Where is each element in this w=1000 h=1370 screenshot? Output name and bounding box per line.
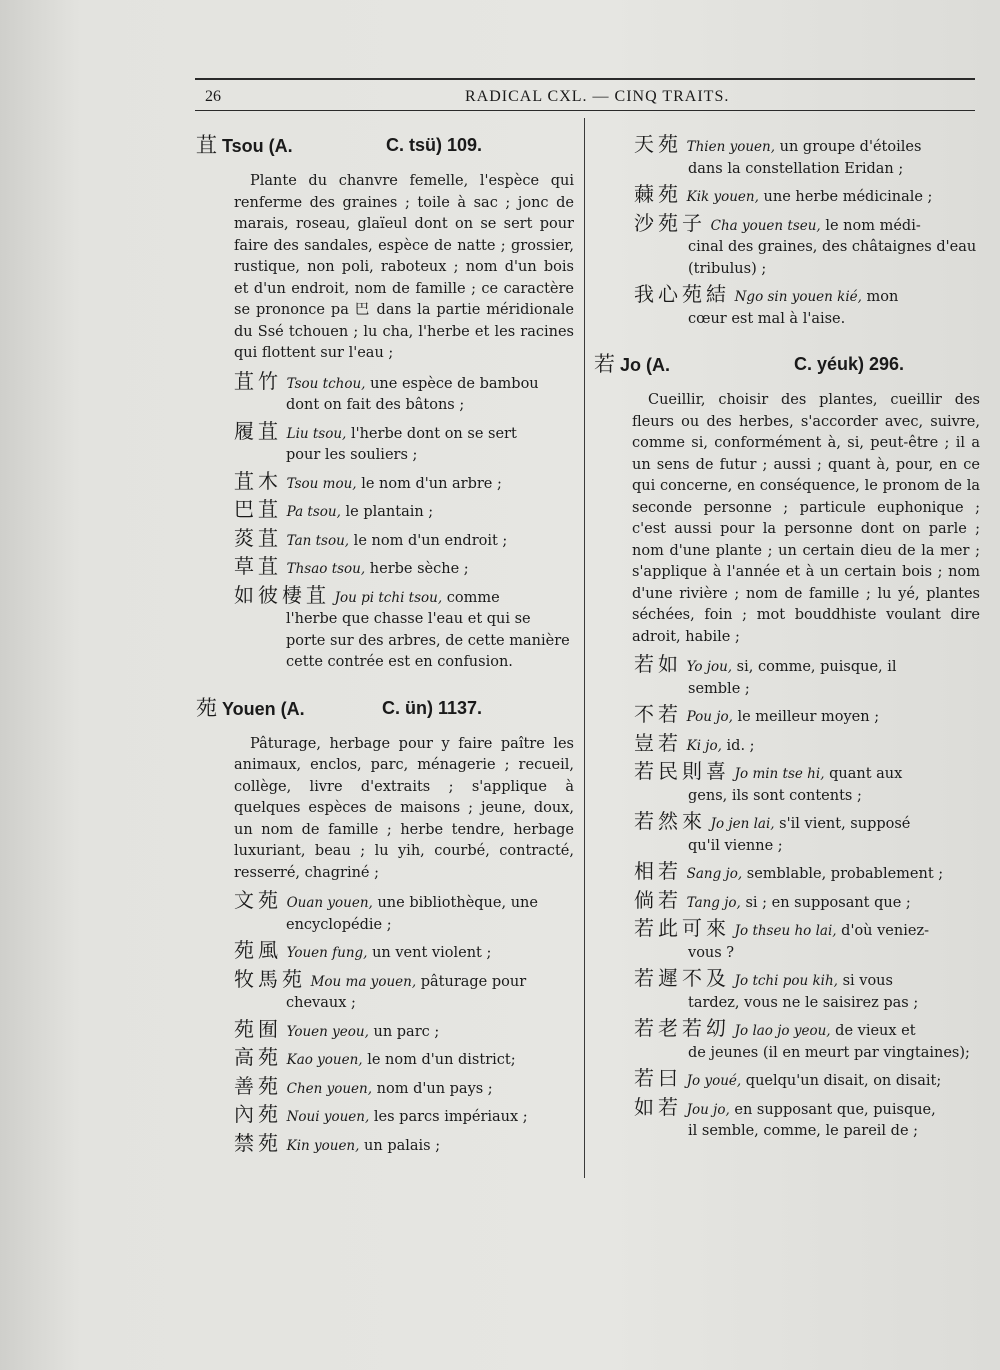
compound-gloss: d'où veniez- — [836, 923, 929, 939]
compound-entry — [196, 1016, 574, 1044]
compound-romanization: Jou pi tchi tsou, — [334, 589, 443, 606]
definition-text: Plante du chanvre femelle, l'espèce qui renferme des graines ; toile à sac ; jonc de marais, roseau, glaïeul dont on se sert pour faire des sandales, espèce de natte ; grossier, rustique, non poli, raboteux ; nom d'un bois et d'un endroit, nom de famille ; ce caractère se prononce pa 巴 dans la partie méridionale du Ssé tchouen ; lu cha, l'herbe et les racines qui flottent sur l'eau ; — [234, 173, 574, 361]
headword-cantonese: C. yéuk) 296. — [794, 354, 905, 374]
compound-entry — [196, 966, 574, 1015]
compound-romanization: Kik youen, — [686, 189, 759, 205]
compound-gloss: comme — [442, 589, 500, 606]
headword-character: 苴 — [196, 133, 217, 157]
compound-characters: 若然來 — [634, 809, 706, 833]
compound-entry — [196, 556, 574, 581]
compound-entry — [196, 890, 574, 936]
compound-characters: 苴木 — [234, 468, 282, 493]
compound-entry — [594, 210, 980, 281]
compound-entry — [594, 887, 980, 915]
compound-entry — [196, 1073, 574, 1101]
headword-cantonese: C. tsü) 109. — [386, 135, 483, 155]
compound-characters: 苑囿 — [234, 1016, 282, 1041]
compound-characters: 若老若㓜 — [634, 1016, 730, 1040]
compound-gloss-continued: cinal des graines, des châtaignes d'eau (tribulus) ; — [688, 239, 977, 277]
right-column — [594, 130, 980, 1147]
compound-romanization: Youen yeou, — [286, 1023, 369, 1040]
compound-list — [196, 890, 574, 1157]
compound-entry — [594, 730, 980, 758]
compound-entry — [594, 918, 980, 964]
compound-characters: 如彼棲苴 — [234, 582, 330, 607]
headword-romanization: Jo (A. — [620, 355, 671, 375]
compound-gloss-continued: l'herbe que chasse l'eau et qui se porte sur des arbres, de cette manière cette contrée est en confusion. — [286, 611, 570, 670]
compound-romanization: Jou jo, — [686, 1101, 730, 1118]
compound-gloss: le plantain ; — [340, 504, 434, 520]
headword-character: 苑 — [196, 695, 217, 720]
compound-gloss-continued: vous ? — [688, 944, 735, 961]
compound-characters: 文苑 — [234, 888, 282, 912]
compound-entry — [594, 134, 980, 180]
compound-romanization: Pa tsou, — [286, 504, 341, 520]
running-title: RADICAL CXL. — CINQ TRAITS. — [465, 88, 730, 105]
compound-romanization: Youen fung, — [286, 945, 368, 961]
compound-entry — [196, 1104, 574, 1129]
compound-gloss: un groupe d'étoiles — [775, 139, 922, 155]
page-number: 26 — [205, 88, 221, 105]
compound-gloss: mon — [861, 289, 899, 305]
compound-characters: 內苑 — [234, 1102, 282, 1126]
compound-characters: 沙苑子 — [634, 210, 706, 235]
compound-characters: 苴竹 — [234, 368, 282, 393]
compound-entry — [594, 968, 980, 1014]
compound-characters: 若曰 — [634, 1066, 682, 1090]
compound-characters: 豈若 — [634, 730, 682, 755]
compound-romanization: Tan tsou, — [286, 532, 350, 549]
compound-gloss-continued: chevaux ; — [286, 995, 356, 1011]
compound-gloss: de vieux et — [830, 1023, 916, 1039]
compound-list — [594, 134, 980, 330]
compound-gloss: pâturage pour — [416, 973, 527, 990]
compound-entry — [594, 1018, 980, 1064]
compound-characters: 相若 — [634, 859, 682, 883]
compound-characters: 履苴 — [234, 418, 282, 443]
compound-romanization: Jo tchi pou kih, — [734, 973, 838, 989]
compound-romanization: Ouan youen, — [286, 895, 373, 911]
compound-entry — [594, 1068, 980, 1093]
compound-entry — [594, 654, 980, 700]
compound-gloss-continued: encyclopédie ; — [286, 916, 392, 933]
compound-gloss: nom d'un pays ; — [372, 1080, 493, 1097]
compound-gloss-continued: dont on fait des bâtons ; — [286, 397, 465, 413]
compound-gloss-continued: pour les souliers ; — [286, 447, 418, 463]
compound-romanization: Jo lao jo yeou, — [734, 1023, 831, 1039]
compound-gloss: une herbe médicinale ; — [758, 189, 933, 205]
compound-entry — [196, 368, 574, 417]
compound-characters: 禁苑 — [234, 1130, 282, 1155]
compound-entry — [196, 1047, 574, 1072]
compound-entry — [594, 704, 980, 729]
headword-tsou — [196, 135, 574, 161]
compound-entry — [594, 1094, 980, 1143]
compound-characters: 若此可來 — [634, 916, 730, 940]
compound-gloss-continued: dans la constellation Eridan ; — [688, 160, 904, 177]
compound-romanization: Ngo sin youen kié, — [734, 289, 862, 305]
compound-romanization: Yo jou, — [686, 659, 733, 675]
compound-romanization: Tang jo, — [686, 894, 741, 911]
compound-entry — [594, 761, 980, 807]
compound-entry — [196, 1130, 574, 1158]
compound-romanization: Kao youen, — [286, 1052, 363, 1068]
compound-gloss-continued: de jeunes (il en meurt par vingtaines); — [688, 1044, 970, 1061]
compound-characters: 若民則喜 — [634, 759, 730, 783]
compound-list — [196, 368, 574, 674]
compound-gloss: id. ; — [721, 737, 755, 754]
compound-romanization: Jo youé, — [686, 1073, 742, 1089]
compound-gloss: le nom d'un endroit ; — [349, 532, 508, 549]
compound-romanization: Tsou mou, — [286, 475, 357, 492]
compound-entry — [196, 582, 574, 674]
compound-gloss-continued: tardez, vous ne le saisirez pas ; — [688, 994, 919, 1011]
compound-characters: 善苑 — [234, 1073, 282, 1098]
compound-entry — [196, 940, 574, 965]
compound-entry — [196, 468, 574, 496]
headword-jo — [594, 354, 980, 380]
compound-characters: 巴苴 — [234, 497, 282, 521]
compound-gloss: quant aux — [824, 766, 903, 782]
compound-romanization: Ki jo, — [686, 737, 722, 754]
compound-romanization: Jo min tse hi, — [734, 766, 825, 782]
headword-cantonese: C. ün) 1137. — [382, 697, 483, 718]
compound-romanization: Jo thseu ho lai, — [734, 923, 837, 939]
compound-characters: 天苑 — [634, 132, 682, 156]
compound-gloss: s'il vient, supposé — [774, 816, 911, 832]
left-column — [196, 135, 574, 1161]
compound-gloss-continued: gens, ils sont contents ; — [688, 787, 862, 804]
column-divider — [584, 118, 585, 1178]
compound-romanization: Jo jen lai, — [710, 816, 775, 832]
compound-romanization: Noui youen, — [286, 1109, 370, 1125]
compound-list — [594, 654, 980, 1143]
compound-gloss: si vous — [837, 973, 893, 989]
compound-characters: 不若 — [634, 702, 682, 726]
compound-characters: 高苑 — [234, 1045, 282, 1069]
compound-gloss: le meilleur moyen ; — [732, 709, 880, 725]
compound-characters: 我心苑結 — [634, 282, 730, 306]
running-header — [195, 78, 975, 111]
compound-characters: 草苴 — [234, 554, 282, 578]
compound-gloss: herbe sèche ; — [365, 561, 469, 577]
compound-gloss: si, comme, puisque, il — [732, 659, 897, 675]
definition-text: Pâturage, herbage pour y faire paître les animaux, enclos, parc, ménagerie ; recueil, collège, livre d'extraits ; s'applique à quelques espèces de maisons ; jeune, doux, un nom de famille ; herbe tendre, herbage luxuriant, beau ; lu yih, courbé, contracté, resserré, chagriné ; — [234, 735, 574, 881]
compound-entry — [594, 284, 980, 330]
compound-gloss: le nom médi- — [820, 217, 921, 234]
compound-gloss-continued: qu'il vienne ; — [688, 837, 783, 854]
compound-gloss: le nom d'un district; — [362, 1052, 516, 1068]
compound-entry — [196, 418, 574, 467]
compound-gloss: un vent violent ; — [367, 945, 492, 961]
compound-characters: 牧馬苑 — [234, 966, 306, 991]
compound-gloss: semblable, probablement ; — [742, 866, 944, 882]
compound-romanization: Chen youen, — [286, 1080, 373, 1097]
compound-entry — [594, 861, 980, 886]
compound-characters: 倘若 — [634, 887, 682, 912]
compound-entry — [196, 499, 574, 524]
headword-romanization: Youen (A. — [222, 698, 305, 719]
compound-gloss-continued: il semble, comme, le pareil de ; — [688, 1123, 919, 1139]
compound-gloss: si ; en supposant que ; — [740, 894, 911, 911]
compound-romanization: Cha youen tseu, — [710, 217, 821, 234]
compound-gloss: les parcs impériaux ; — [369, 1109, 528, 1125]
compound-gloss: en supposant que, puisque, — [729, 1101, 936, 1118]
compound-romanization: Thsao tsou, — [286, 561, 366, 577]
compound-gloss: un parc ; — [368, 1023, 440, 1040]
definition-text: Cueillir, choisir des plantes, cueillir des fleurs ou des herbes, s'accorder avec, suivre, comme si, conformément à, si, peut-être ; il a un sens de futur ; aussi ; quant à, pour, en ce qui concerne, en conséquence, le pronom de la seconde personne ; particule euphonique ; c'est aussi pour la personne dont on parle ; nom d'une plante ; un certain dieu de la mer ; s'applique à l'année et à un certain bois ; nom d'une rivière ; nom de famille ; lu yé, plantes séchées, foin ; mot bouddhiste voulant dire adroit, habile ; — [632, 392, 980, 645]
compound-entry — [196, 525, 574, 553]
compound-entry — [594, 811, 980, 857]
compound-characters: 如若 — [634, 1094, 682, 1119]
compound-entry — [594, 184, 980, 209]
compound-characters: 苑風 — [234, 938, 282, 962]
compound-gloss: le nom d'un arbre ; — [356, 475, 502, 492]
compound-romanization: Mou ma youen, — [310, 973, 417, 990]
compound-romanization: Sang jo, — [686, 866, 743, 882]
compound-romanization: Tsou tchou, — [286, 375, 366, 392]
headword-romanization: Tsou (A. — [222, 136, 293, 156]
compound-gloss: une espèce de bambou — [365, 375, 539, 392]
compound-gloss: une bibliothèque, une — [372, 895, 538, 911]
compound-romanization: Pou jo, — [686, 709, 733, 725]
headword-youen — [196, 695, 574, 724]
compound-characters: 蕀苑 — [634, 182, 682, 206]
compound-gloss: un palais ; — [359, 1137, 441, 1154]
compound-gloss: quelqu'un disait, on disait; — [741, 1073, 942, 1089]
compound-gloss-continued: semble ; — [688, 680, 750, 697]
compound-characters: 菼苴 — [234, 525, 282, 550]
compound-gloss: l'herbe dont on se sert — [346, 425, 517, 442]
compound-romanization: Liu tsou, — [286, 425, 347, 442]
compound-gloss-continued: cœur est mal à l'aise. — [688, 310, 846, 327]
headword-character: 若 — [594, 352, 615, 376]
compound-characters: 若如 — [634, 652, 682, 676]
compound-characters: 若遲不及 — [634, 966, 730, 990]
compound-romanization: Kin youen, — [286, 1137, 360, 1154]
compound-romanization: Thien youen, — [686, 139, 776, 155]
